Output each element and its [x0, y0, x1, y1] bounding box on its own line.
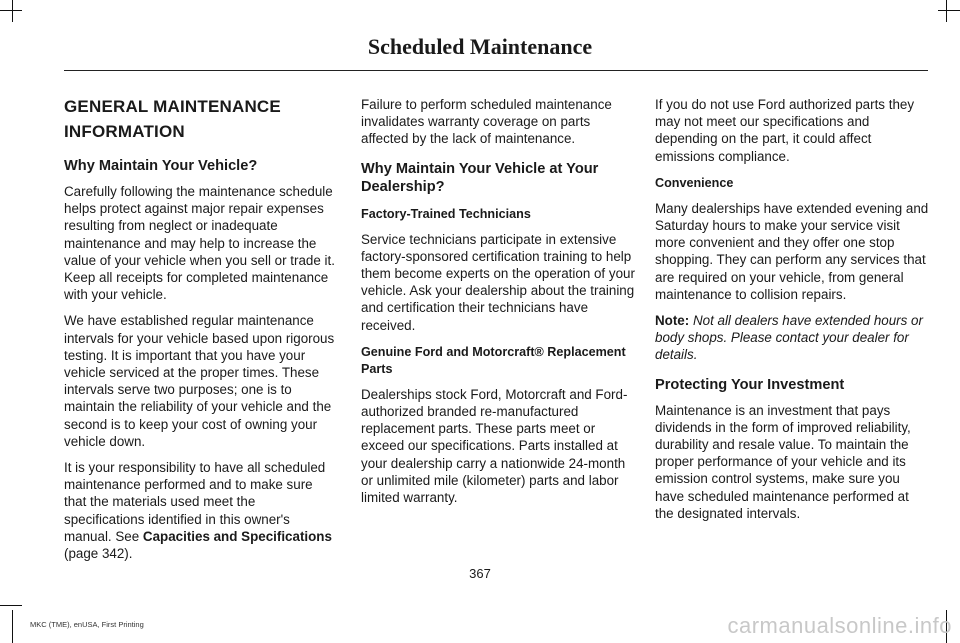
paragraph: Failure to perform scheduled maintenance invalidates warranty coverage on parts affected by the lack of maintenance.	[361, 97, 612, 147]
section-heading-line2: INFORMATION	[64, 122, 185, 141]
subheading-convenience: Convenience	[655, 175, 734, 190]
paragraph: Carefully following the maintenance schedule helps protect against major repair expenses resulting from neglect or inadequate maintenance and may help to increase the value of your vehicle when you sell or trade it. Keep all receipts for completed maintenance with your vehicle.	[64, 184, 335, 303]
footer-text: MKC (TME), enUSA, First Printing	[30, 620, 144, 629]
paragraph: If you do not use Ford authorized parts they may not meet our specifications and depending on the part, it could affect emissions compliance.	[655, 97, 915, 164]
subheading-technicians: Factory-Trained Technicians	[361, 206, 531, 221]
crop-mark	[12, 610, 13, 643]
paragraph-text: It is your responsibility to have all scheduled maintenance performed and to make sure that the materials used meet the specifications identified in this owner's manual. See	[64, 460, 326, 544]
crop-mark	[12, 0, 13, 22]
crop-mark	[938, 10, 960, 11]
subheading-investment: Protecting Your Investment	[655, 376, 845, 393]
paragraph: Dealerships stock Ford, Motorcraft and Ford-authorized branded re-manufactured replacement parts. These parts meet or exceed our specifications. Parts installed at your dealership carry a nationwide 24-month or unlimited mile (kilometer) parts and labor limited warranty.	[361, 386, 628, 506]
paragraph: Service technicians participate in extensive factory-sponsored certification training to help them become experts on the operation of your vehicle. Ask your dealership about the training and certification their technicians have received.	[361, 231, 635, 333]
paragraph: We have established regular maintenance intervals for your vehicle based upon rigorous testing. It is important that you have your vehicle serviced at the proper times. These intervals serve two purposes; one is to maintain the reliability of your vehicle and the second is to keep your cost of owning your vehicle down.	[64, 313, 335, 449]
section-heading-line1: GENERAL MAINTENANCE	[64, 97, 281, 116]
capacities-specifications-link[interactable]: Capacities and Specifications	[142, 528, 332, 544]
crop-mark	[946, 0, 947, 22]
column-1	[64, 96, 338, 571]
page-reference: (page 342).	[64, 546, 133, 562]
watermark: carmanualsonline.info	[727, 613, 952, 638]
note	[655, 312, 929, 364]
paragraph: Maintenance is an investment that pays dividends in the form of improved reliability, durability and resale value. To maintain the proper performance of your vehicle and its emission control systems, make sure you have scheduled maintenance performed at the designated intervals.	[655, 402, 911, 521]
paragraph: Many dealerships have extended evening and Saturday hours to make your service visit more convenient and they offer one stop shopping. They can perform any services that are required on your vehicle, from general maintenance to collision repairs.	[655, 200, 929, 302]
subheading-dealership: Why Maintain Your Vehicle at Your Dealership?	[361, 160, 599, 195]
note-label: Note:	[655, 313, 690, 329]
page-title: Scheduled Maintenance	[367, 34, 593, 59]
header-divider	[64, 70, 928, 71]
crop-mark	[0, 10, 22, 11]
column-3	[655, 96, 929, 531]
column-2	[361, 96, 635, 515]
paragraph-responsibility	[64, 459, 338, 562]
crop-mark	[0, 605, 22, 606]
page-number: 367	[469, 566, 491, 581]
note-text: Not all dealers have extended hours or body shops. Please contact your dealer for details.	[655, 313, 923, 363]
subheading-genuine-parts: Genuine Ford and Motorcraft® Replacement Parts	[361, 344, 626, 376]
subheading-why-maintain: Why Maintain Your Vehicle?	[64, 158, 258, 174]
